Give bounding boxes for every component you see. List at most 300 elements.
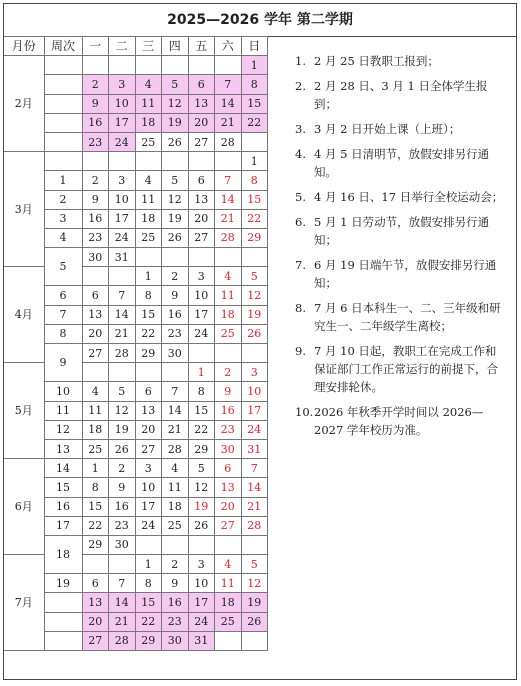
calendar-row xyxy=(4,382,268,401)
day-cell xyxy=(188,535,215,554)
day-cell: 16 xyxy=(162,593,189,612)
day-cell: 28 xyxy=(215,228,242,247)
note-number: 9. xyxy=(295,344,306,358)
day-cell: 25 xyxy=(215,324,242,343)
day-cell: 22 xyxy=(241,113,268,132)
week-number: 6 xyxy=(44,286,82,305)
note-number: 8. xyxy=(295,301,306,315)
day-cell xyxy=(215,152,242,171)
header-row xyxy=(4,37,268,56)
day-cell: 23 xyxy=(82,132,109,151)
week-number: 4 xyxy=(44,228,82,247)
calendar-row xyxy=(4,305,268,324)
month-label: 2月 xyxy=(4,56,44,152)
header-day-wed: 三 xyxy=(135,37,162,56)
day-cell: 22 xyxy=(135,612,162,631)
calendar-row xyxy=(4,574,268,593)
header-day-mon: 一 xyxy=(82,37,109,56)
calendar-row xyxy=(4,248,268,267)
calendar-row xyxy=(4,478,268,497)
note-text: 3 月 2 日开始上课（上班）； xyxy=(314,122,461,136)
day-cell: 21 xyxy=(109,612,136,631)
day-cell: 20 xyxy=(188,209,215,228)
day-cell: 18 xyxy=(215,593,242,612)
day-cell: 27 xyxy=(135,439,162,458)
calendar-row xyxy=(4,324,268,343)
week-number xyxy=(44,152,82,171)
day-cell xyxy=(82,555,109,574)
note-text: 4 月 16 日、17 日举行全校运动会； xyxy=(314,190,504,204)
day-cell xyxy=(82,363,109,382)
day-cell: 12 xyxy=(162,94,189,113)
day-cell: 23 xyxy=(162,612,189,631)
header-month: 月份 xyxy=(4,37,44,56)
day-cell: 19 xyxy=(241,593,268,612)
day-cell: 19 xyxy=(109,420,136,439)
day-cell: 30 xyxy=(162,344,189,363)
calendar-row xyxy=(4,190,268,209)
notes-list xyxy=(295,52,507,446)
day-cell: 3 xyxy=(188,267,215,286)
day-cell: 25 xyxy=(162,516,189,535)
day-cell: 18 xyxy=(162,497,189,516)
calendar-row xyxy=(4,555,268,574)
day-cell: 11 xyxy=(135,190,162,209)
day-cell: 15 xyxy=(135,593,162,612)
day-cell: 16 xyxy=(215,401,242,420)
day-cell: 23 xyxy=(109,516,136,535)
calendar-row xyxy=(4,631,268,650)
day-cell: 26 xyxy=(241,324,268,343)
day-cell: 22 xyxy=(188,420,215,439)
week-number: 5 xyxy=(44,248,82,286)
day-cell: 30 xyxy=(109,535,136,554)
day-cell: 19 xyxy=(162,113,189,132)
day-cell: 7 xyxy=(109,574,136,593)
day-cell: 14 xyxy=(109,305,136,324)
day-cell: 6 xyxy=(188,75,215,94)
calendar-table xyxy=(4,36,268,651)
day-cell xyxy=(135,535,162,554)
day-cell: 18 xyxy=(82,420,109,439)
week-number xyxy=(44,612,82,631)
day-cell xyxy=(82,152,109,171)
day-cell: 5 xyxy=(241,267,268,286)
day-cell: 27 xyxy=(82,631,109,650)
day-cell: 29 xyxy=(82,535,109,554)
day-cell: 3 xyxy=(135,459,162,478)
note-item xyxy=(295,342,507,396)
day-cell: 9 xyxy=(162,286,189,305)
week-number xyxy=(44,631,82,650)
day-cell: 7 xyxy=(215,75,242,94)
note-item xyxy=(295,120,507,138)
day-cell: 8 xyxy=(241,75,268,94)
day-cell xyxy=(162,152,189,171)
day-cell: 6 xyxy=(82,574,109,593)
day-cell: 29 xyxy=(241,228,268,247)
calendar-title: 2025—2026 学年 第二学期 xyxy=(4,4,516,37)
week-number xyxy=(44,132,82,151)
day-cell xyxy=(162,363,189,382)
day-cell: 8 xyxy=(135,286,162,305)
header-day-fri: 五 xyxy=(188,37,215,56)
day-cell: 2 xyxy=(82,171,109,190)
week-number: 15 xyxy=(44,478,82,497)
day-cell: 21 xyxy=(215,113,242,132)
note-number: 10. xyxy=(295,405,314,419)
calendar-row xyxy=(4,459,268,478)
day-cell: 17 xyxy=(188,593,215,612)
day-cell: 2 xyxy=(109,459,136,478)
calendar-row xyxy=(4,420,268,439)
calendar-row xyxy=(4,344,268,363)
calendar-row xyxy=(4,132,268,151)
day-cell xyxy=(162,248,189,267)
note-number: 6. xyxy=(295,215,306,229)
day-cell xyxy=(188,248,215,267)
day-cell: 12 xyxy=(241,574,268,593)
day-cell: 24 xyxy=(241,420,268,439)
day-cell xyxy=(241,535,268,554)
day-cell: 20 xyxy=(82,324,109,343)
calendar-document xyxy=(3,3,517,680)
day-cell: 1 xyxy=(241,56,268,75)
day-cell: 29 xyxy=(135,631,162,650)
day-cell: 31 xyxy=(241,439,268,458)
day-cell: 5 xyxy=(109,382,136,401)
day-cell: 22 xyxy=(135,324,162,343)
day-cell: 26 xyxy=(109,439,136,458)
day-cell: 16 xyxy=(82,209,109,228)
note-number: 7. xyxy=(295,258,306,272)
day-cell: 1 xyxy=(241,152,268,171)
day-cell: 27 xyxy=(82,344,109,363)
week-number: 18 xyxy=(44,535,82,573)
day-cell xyxy=(109,152,136,171)
day-cell xyxy=(215,344,242,363)
day-cell: 12 xyxy=(109,401,136,420)
calendar-row xyxy=(4,439,268,458)
week-number: 11 xyxy=(44,401,82,420)
day-cell: 7 xyxy=(109,286,136,305)
day-cell: 11 xyxy=(215,574,242,593)
day-cell xyxy=(215,248,242,267)
day-cell: 24 xyxy=(188,324,215,343)
day-cell: 30 xyxy=(82,248,109,267)
day-cell: 30 xyxy=(162,631,189,650)
calendar-row xyxy=(4,535,268,554)
header-day-tue: 二 xyxy=(109,37,136,56)
day-cell xyxy=(241,132,268,151)
day-cell: 5 xyxy=(188,459,215,478)
calendar-row xyxy=(4,363,268,382)
note-item xyxy=(295,213,507,249)
day-cell: 25 xyxy=(135,132,162,151)
day-cell: 11 xyxy=(215,286,242,305)
day-cell: 4 xyxy=(135,75,162,94)
note-text: 4 月 5 日清明节，放假安排另行通知。 xyxy=(314,147,490,179)
week-number xyxy=(44,56,82,75)
month-label: 4月 xyxy=(4,267,44,363)
day-cell: 9 xyxy=(82,190,109,209)
note-number: 1. xyxy=(295,54,306,68)
day-cell: 2 xyxy=(215,363,242,382)
day-cell: 7 xyxy=(215,171,242,190)
day-cell xyxy=(135,363,162,382)
day-cell: 28 xyxy=(162,439,189,458)
day-cell: 20 xyxy=(135,420,162,439)
day-cell xyxy=(109,267,136,286)
calendar-row xyxy=(4,152,268,171)
header-week: 周次 xyxy=(44,37,82,56)
header-day-sun: 日 xyxy=(241,37,268,56)
day-cell: 9 xyxy=(215,382,242,401)
calendar-row xyxy=(4,209,268,228)
calendar-row xyxy=(4,267,268,286)
week-number xyxy=(44,113,82,132)
day-cell: 22 xyxy=(241,209,268,228)
calendar-row xyxy=(4,75,268,94)
day-cell: 26 xyxy=(162,132,189,151)
day-cell: 17 xyxy=(109,113,136,132)
day-cell: 10 xyxy=(188,286,215,305)
day-cell: 1 xyxy=(135,555,162,574)
week-number: 17 xyxy=(44,516,82,535)
day-cell: 5 xyxy=(162,171,189,190)
header-day-thu: 四 xyxy=(162,37,189,56)
day-cell: 20 xyxy=(82,612,109,631)
day-cell: 3 xyxy=(188,555,215,574)
day-cell: 10 xyxy=(135,478,162,497)
day-cell: 8 xyxy=(135,574,162,593)
note-number: 5. xyxy=(295,190,306,204)
day-cell: 28 xyxy=(241,516,268,535)
day-cell: 11 xyxy=(162,478,189,497)
day-cell: 10 xyxy=(109,94,136,113)
calendar-row xyxy=(4,228,268,247)
day-cell: 17 xyxy=(241,401,268,420)
day-cell: 17 xyxy=(188,305,215,324)
day-cell: 20 xyxy=(188,113,215,132)
day-cell: 9 xyxy=(162,574,189,593)
note-text: 6 月 19 日端午节，放假安排另行通知； xyxy=(314,258,497,290)
week-number: 9 xyxy=(44,344,82,382)
note-text: 2026 年秋季开学时间以 2026—2027 学年校历为准。 xyxy=(314,405,484,437)
day-cell: 19 xyxy=(188,497,215,516)
note-text: 2 月 25 日教职工报到； xyxy=(314,54,439,68)
day-cell: 23 xyxy=(215,420,242,439)
day-cell: 15 xyxy=(188,401,215,420)
day-cell: 21 xyxy=(162,420,189,439)
day-cell: 14 xyxy=(241,478,268,497)
day-cell: 24 xyxy=(109,228,136,247)
calendar-row xyxy=(4,113,268,132)
day-cell xyxy=(215,535,242,554)
note-item xyxy=(295,299,507,335)
note-text: 7 月 6 日本科生一、二、三年级和研究生一、二年级学生离校； xyxy=(314,301,501,333)
day-cell: 4 xyxy=(215,267,242,286)
calendar-row xyxy=(4,171,268,190)
day-cell: 13 xyxy=(82,593,109,612)
day-cell: 6 xyxy=(135,382,162,401)
day-cell: 13 xyxy=(188,190,215,209)
day-cell: 17 xyxy=(135,497,162,516)
day-cell: 6 xyxy=(188,171,215,190)
day-cell: 16 xyxy=(82,113,109,132)
note-item xyxy=(295,52,507,70)
day-cell xyxy=(109,363,136,382)
day-cell: 19 xyxy=(241,305,268,324)
day-cell: 4 xyxy=(82,382,109,401)
note-number: 3. xyxy=(295,122,306,136)
day-cell xyxy=(188,344,215,363)
day-cell: 6 xyxy=(82,286,109,305)
day-cell: 2 xyxy=(82,75,109,94)
day-cell: 9 xyxy=(82,94,109,113)
day-cell: 2 xyxy=(162,267,189,286)
day-cell: 5 xyxy=(241,555,268,574)
note-item xyxy=(295,403,507,439)
day-cell xyxy=(241,344,268,363)
day-cell: 26 xyxy=(162,228,189,247)
day-cell: 27 xyxy=(215,516,242,535)
day-cell xyxy=(215,631,242,650)
week-number xyxy=(44,75,82,94)
week-number: 14 xyxy=(44,459,82,478)
week-number: 3 xyxy=(44,209,82,228)
day-cell xyxy=(135,248,162,267)
calendar-row xyxy=(4,593,268,612)
note-number: 4. xyxy=(295,147,306,161)
day-cell: 6 xyxy=(215,459,242,478)
day-cell: 4 xyxy=(135,171,162,190)
day-cell: 4 xyxy=(162,459,189,478)
day-cell: 8 xyxy=(188,382,215,401)
day-cell xyxy=(135,152,162,171)
day-cell xyxy=(241,631,268,650)
day-cell xyxy=(215,56,242,75)
week-number xyxy=(44,94,82,113)
day-cell: 23 xyxy=(82,228,109,247)
calendar-row xyxy=(4,401,268,420)
day-cell: 26 xyxy=(241,612,268,631)
day-cell xyxy=(188,56,215,75)
day-cell: 12 xyxy=(188,478,215,497)
calendar-row xyxy=(4,286,268,305)
month-label: 5月 xyxy=(4,363,44,459)
day-cell: 18 xyxy=(215,305,242,324)
week-number: 16 xyxy=(44,497,82,516)
day-cell: 21 xyxy=(109,324,136,343)
day-cell xyxy=(82,267,109,286)
day-cell: 24 xyxy=(135,516,162,535)
week-number: 2 xyxy=(44,190,82,209)
day-cell xyxy=(135,56,162,75)
day-cell: 17 xyxy=(109,209,136,228)
day-cell: 15 xyxy=(241,190,268,209)
day-cell: 4 xyxy=(215,555,242,574)
day-cell xyxy=(82,56,109,75)
calendar-row xyxy=(4,497,268,516)
week-number: 19 xyxy=(44,574,82,593)
day-cell: 26 xyxy=(188,516,215,535)
note-item xyxy=(295,145,507,181)
week-number: 1 xyxy=(44,171,82,190)
header-day-sat: 六 xyxy=(215,37,242,56)
day-cell: 1 xyxy=(188,363,215,382)
day-cell xyxy=(109,56,136,75)
day-cell: 20 xyxy=(215,497,242,516)
month-label: 7月 xyxy=(4,555,44,651)
day-cell: 10 xyxy=(241,382,268,401)
day-cell: 31 xyxy=(188,631,215,650)
month-label: 6月 xyxy=(4,459,44,555)
day-cell xyxy=(188,152,215,171)
day-cell: 14 xyxy=(215,190,242,209)
day-cell: 16 xyxy=(109,497,136,516)
day-cell: 16 xyxy=(162,305,189,324)
note-item xyxy=(295,256,507,292)
day-cell: 27 xyxy=(188,228,215,247)
note-text: 7 月 10 日起，教职工在完成工作和保证部门工作正常运行的前提下，合理安排轮休。 xyxy=(314,344,498,394)
week-number xyxy=(44,593,82,612)
day-cell: 30 xyxy=(215,439,242,458)
day-cell: 12 xyxy=(162,190,189,209)
day-cell: 5 xyxy=(162,75,189,94)
day-cell: 7 xyxy=(162,382,189,401)
day-cell: 21 xyxy=(241,497,268,516)
day-cell: 14 xyxy=(215,94,242,113)
day-cell xyxy=(162,535,189,554)
day-cell: 29 xyxy=(135,344,162,363)
day-cell: 19 xyxy=(162,209,189,228)
calendar-row xyxy=(4,94,268,113)
day-cell xyxy=(241,248,268,267)
day-cell: 15 xyxy=(241,94,268,113)
day-cell: 8 xyxy=(241,171,268,190)
calendar-row xyxy=(4,56,268,75)
week-number: 12 xyxy=(44,420,82,439)
day-cell: 29 xyxy=(188,439,215,458)
day-cell: 3 xyxy=(241,363,268,382)
day-cell: 14 xyxy=(109,593,136,612)
day-cell: 10 xyxy=(109,190,136,209)
day-cell: 24 xyxy=(109,132,136,151)
day-cell: 10 xyxy=(188,574,215,593)
day-cell: 21 xyxy=(215,209,242,228)
day-cell: 18 xyxy=(135,209,162,228)
calendar-row xyxy=(4,612,268,631)
day-cell: 3 xyxy=(109,75,136,94)
day-cell: 15 xyxy=(135,305,162,324)
day-cell: 1 xyxy=(82,459,109,478)
day-cell: 31 xyxy=(109,248,136,267)
month-label: 3月 xyxy=(4,152,44,267)
day-cell: 2 xyxy=(162,555,189,574)
day-cell: 24 xyxy=(188,612,215,631)
day-cell: 25 xyxy=(215,612,242,631)
note-text: 5 月 1 日劳动节，放假安排另行通知； xyxy=(314,215,490,247)
calendar-body xyxy=(4,56,268,651)
day-cell: 8 xyxy=(82,478,109,497)
day-cell: 11 xyxy=(82,401,109,420)
day-cell: 25 xyxy=(135,228,162,247)
day-cell: 28 xyxy=(109,344,136,363)
day-cell: 22 xyxy=(82,516,109,535)
note-item xyxy=(295,77,507,113)
day-cell: 23 xyxy=(162,324,189,343)
